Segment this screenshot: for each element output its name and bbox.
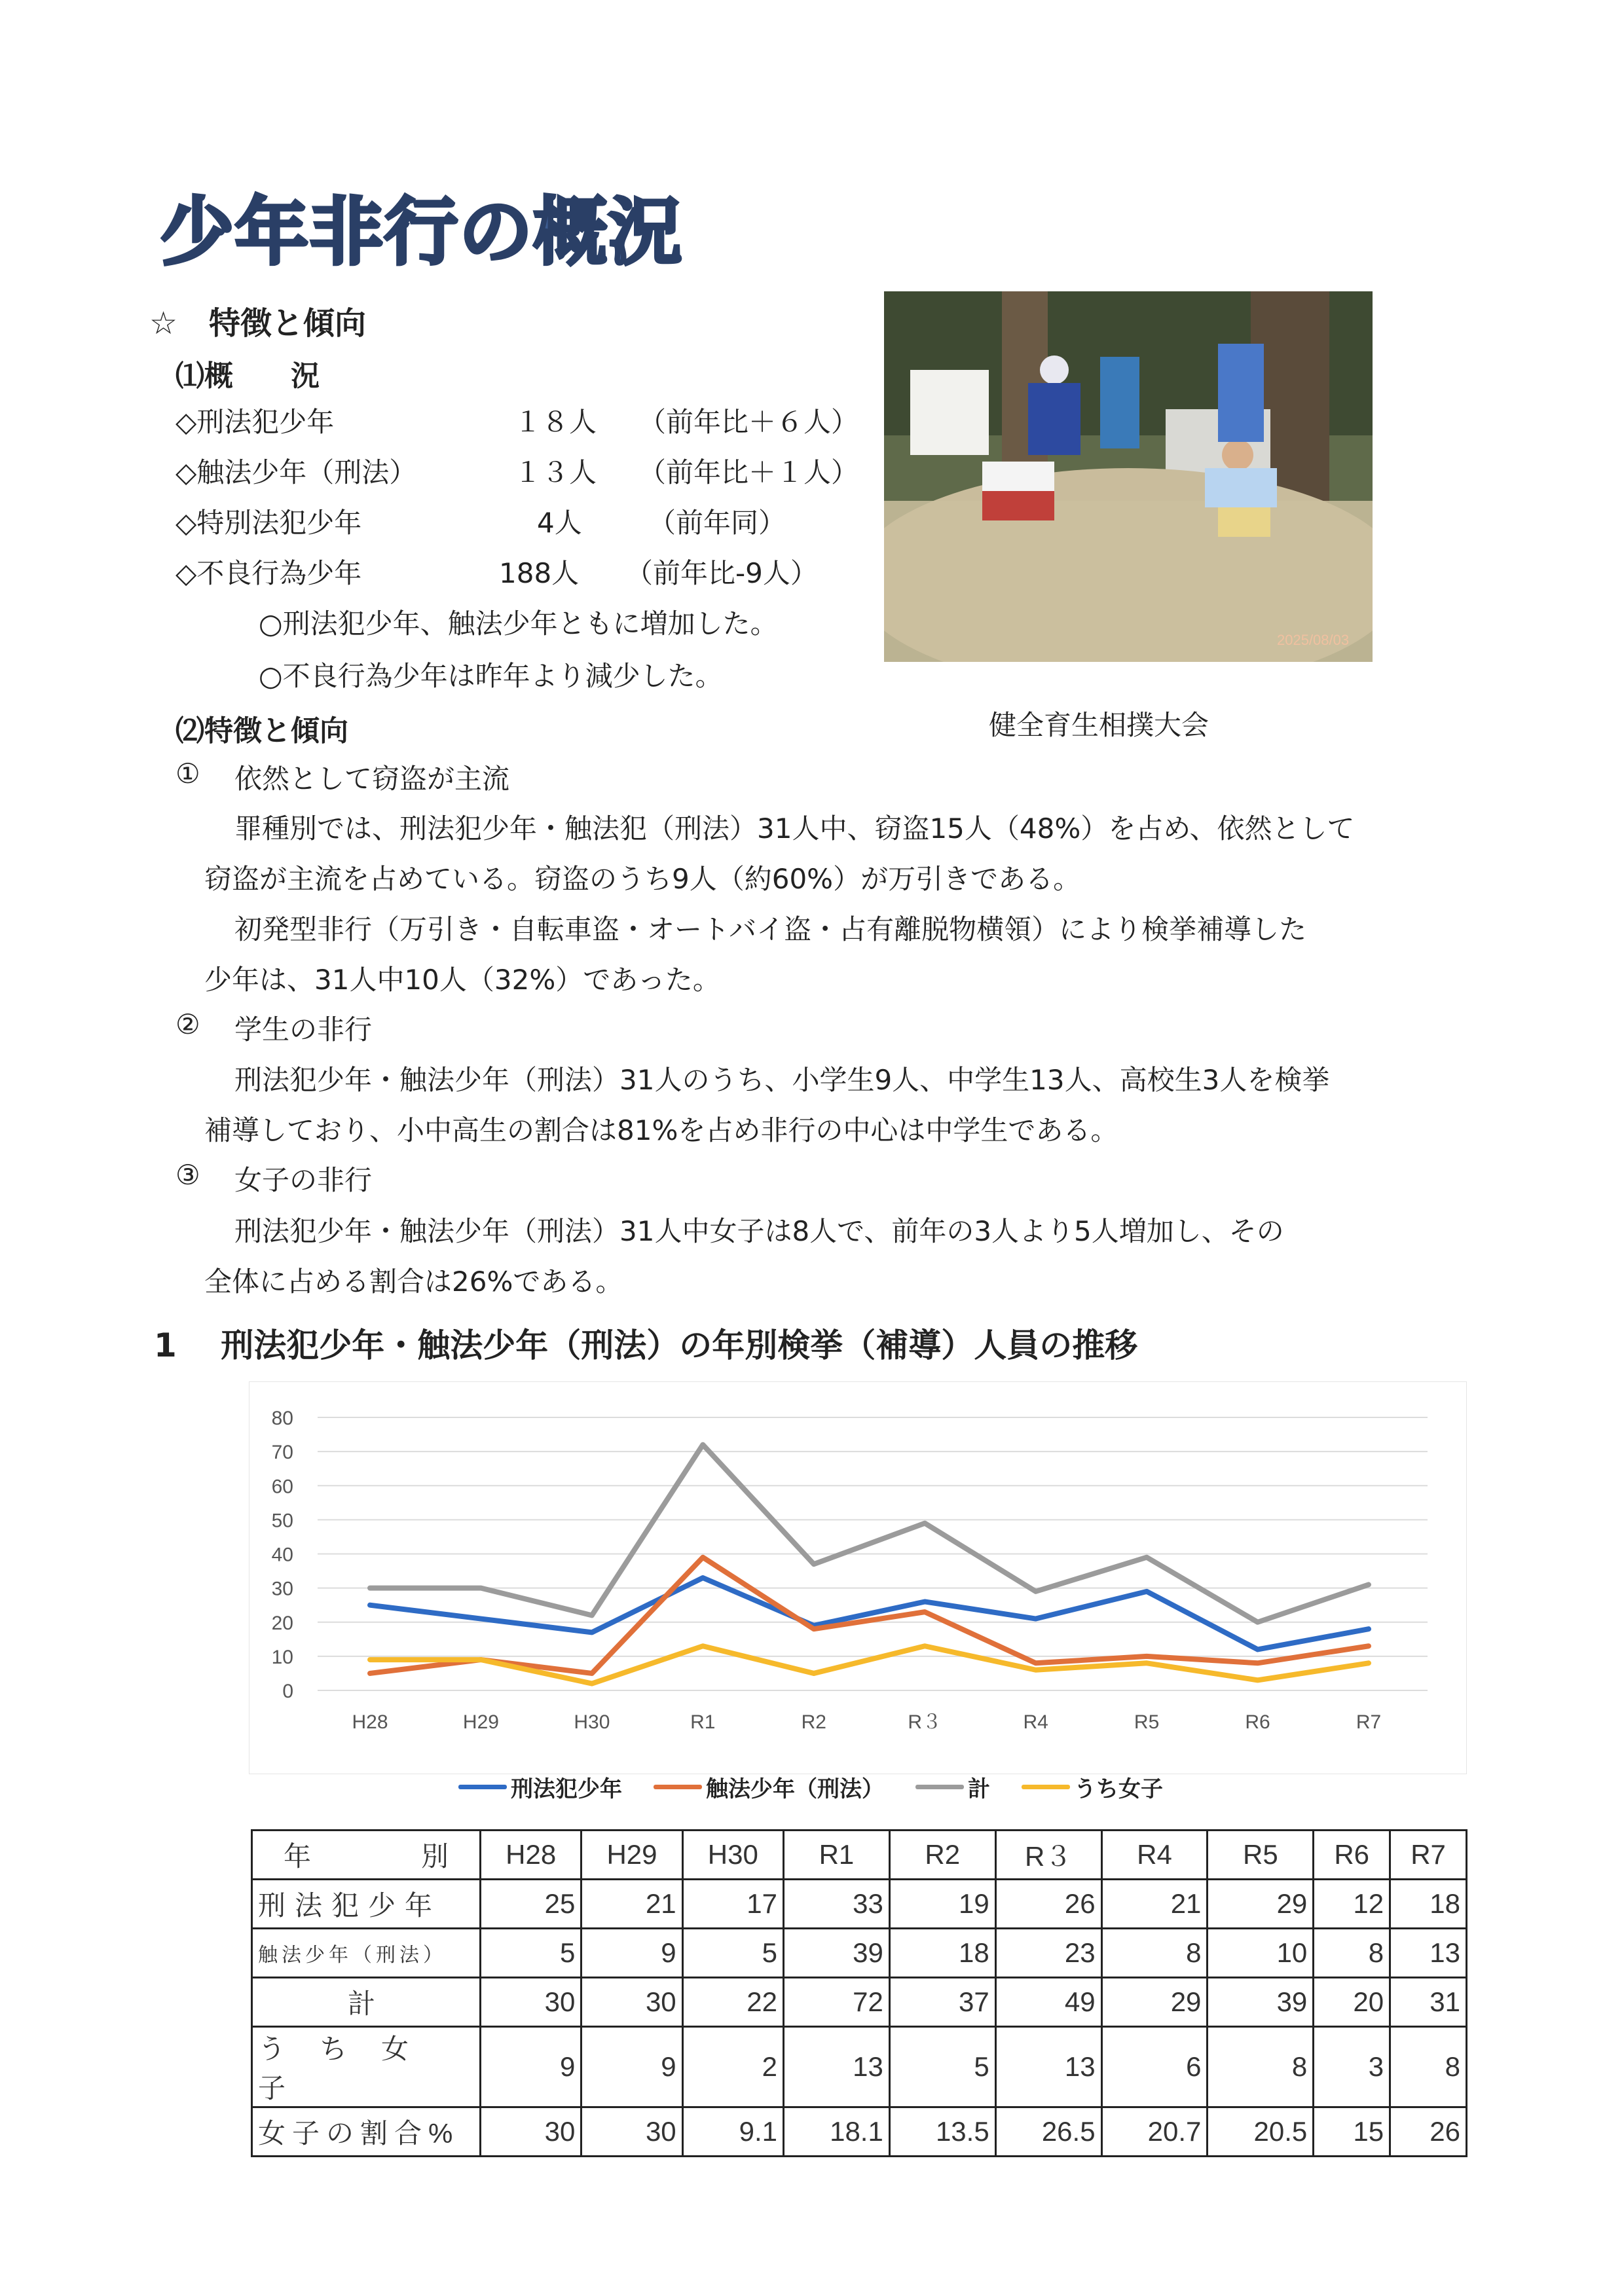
- legend-item: [1022, 1771, 1163, 1803]
- overview-note: ○不良行為少年は昨年より減少した。: [259, 660, 723, 692]
- item-line: 窃盗が主流を占めている。窃盗のうち9人（約60%）が万引きである。: [204, 863, 1081, 895]
- x-tick-label: R1: [690, 1711, 716, 1733]
- item-number: ①: [175, 757, 200, 790]
- table-cell: 20.5: [1208, 2107, 1314, 2157]
- table-cell: 72: [783, 1978, 889, 2027]
- row-label: 刑法犯少年: [252, 1880, 481, 1929]
- table-header-year: R6: [1314, 1831, 1390, 1880]
- row-label: うち女子: [252, 2027, 481, 2107]
- legend-swatch: [1022, 1785, 1070, 1789]
- x-tick-label: R３: [908, 1711, 942, 1733]
- table-cell: 29: [1101, 1978, 1208, 2027]
- x-tick-label: R2: [801, 1711, 826, 1733]
- table-header-year: R３: [995, 1831, 1101, 1880]
- item-line: 補導しており、小中高生の割合は81%を占め非行の中心は中学生である。: [204, 1114, 1118, 1146]
- chart-legend: [458, 1771, 1163, 1803]
- table-cell: 5: [889, 2027, 995, 2107]
- table-header-year: R2: [889, 1831, 995, 1880]
- table-cell: 8: [1208, 2027, 1314, 2107]
- line-chart: [249, 1381, 1467, 1774]
- table-cell: 39: [783, 1929, 889, 1978]
- photo-date-stamp: 2025/08/03: [1277, 632, 1350, 648]
- table-cell: 30: [481, 2107, 581, 2157]
- table-cell: 23: [995, 1929, 1101, 1978]
- overview-heading: ⑴概 況: [175, 359, 320, 393]
- stat-label: ◇特別法犯少年: [175, 507, 362, 539]
- table-cell: 9: [581, 1929, 682, 1978]
- data-table: [251, 1829, 1467, 2157]
- item-line: 初発型非行（万引き・自転車盗・オートバイ盗・占有離脱物横領）により検挙補導した: [234, 913, 1307, 945]
- item-number: ②: [175, 1008, 200, 1040]
- table-row: [252, 2027, 1467, 2107]
- item-line: 罪種別では、刑法犯少年・触法犯（刑法）31人中、窃盗15人（48%）を占め、依然として: [234, 812, 1355, 845]
- y-tick-label: 70: [271, 1442, 293, 1464]
- item-heading: 女子の非行: [234, 1164, 373, 1196]
- table-cell: 39: [1208, 1978, 1314, 2027]
- y-tick-label: 40: [271, 1544, 293, 1566]
- stat-change: （前年比-9人）: [625, 557, 818, 589]
- table-cell: 9.1: [682, 2107, 783, 2157]
- table-header-year: H30: [682, 1831, 783, 1880]
- y-tick-label: 30: [271, 1578, 293, 1600]
- x-tick-label: H30: [574, 1711, 610, 1733]
- table-cell: 19: [889, 1880, 995, 1929]
- stat-count: 188人: [499, 557, 580, 589]
- item-line: 少年は、31人中10人（32%）であった。: [204, 964, 720, 996]
- table-cell: 5: [682, 1929, 783, 1978]
- table-cell: 6: [1101, 2027, 1208, 2107]
- y-axis-labels: [272, 1408, 293, 1702]
- table-header-year: R5: [1208, 1831, 1314, 1880]
- row-label: 女子の割合%: [252, 2107, 481, 2157]
- table-cell: 13.5: [889, 2107, 995, 2157]
- table-header-year: H28: [481, 1831, 581, 1880]
- x-tick-label: H29: [462, 1711, 499, 1733]
- chart-section-heading: 1 刑法犯少年・触法少年（刑法）の年別検挙（補導）人員の推移: [154, 1326, 1138, 1364]
- stat-count: １３人: [514, 456, 597, 488]
- stat-label: ◇刑法犯少年: [175, 406, 335, 438]
- legend-swatch: [458, 1785, 507, 1789]
- table-cell: 29: [1208, 1880, 1314, 1929]
- item-line: 刑法犯少年・触法少年（刑法）31人のうち、小学生9人、中学生13人、高校生3人を検挙: [234, 1064, 1330, 1096]
- table-cell: 8: [1390, 2027, 1467, 2107]
- table-cell: 25: [481, 1880, 581, 1929]
- y-tick-label: 80: [271, 1408, 293, 1429]
- table-cell: 20.7: [1101, 2107, 1208, 2157]
- y-tick-label: 60: [271, 1476, 293, 1498]
- overview-note: ○刑法犯少年、触法少年ともに増加した。: [259, 608, 778, 640]
- table-cell: 49: [995, 1978, 1101, 2027]
- table-cell: 18: [1390, 1880, 1467, 1929]
- table-cell: 13: [1390, 1929, 1467, 1978]
- table-cell: 8: [1314, 1929, 1390, 1978]
- stat-count: １８人: [514, 406, 597, 438]
- item-heading: 学生の非行: [234, 1013, 373, 1046]
- item-heading: 依然として窃盗が主流: [234, 763, 510, 795]
- table-header-year: H29: [581, 1831, 682, 1880]
- legend-item: [654, 1771, 884, 1803]
- event-photo: [884, 291, 1373, 662]
- table-cell: 13: [783, 2027, 889, 2107]
- table-cell: 31: [1390, 1978, 1467, 2027]
- table-row: [252, 2107, 1467, 2157]
- table-cell: 17: [682, 1880, 783, 1929]
- table-row: [252, 1978, 1467, 2027]
- stat-label: ◇不良行為少年: [175, 557, 362, 589]
- table-cell: 3: [1314, 2027, 1390, 2107]
- table-cell: 21: [1101, 1880, 1208, 1929]
- table-cell: 26: [995, 1880, 1101, 1929]
- legend-label: うち女子: [1074, 1776, 1163, 1802]
- row-label: 計: [252, 1978, 481, 2027]
- trends-heading: ⑵特徴と傾向: [175, 714, 348, 748]
- table-cell: 33: [783, 1880, 889, 1929]
- table-cell: 9: [481, 2027, 581, 2107]
- table-cell: 8: [1101, 1929, 1208, 1978]
- table-cell: 30: [481, 1978, 581, 2027]
- photo-caption: 健全育生相撲大会: [989, 709, 1209, 741]
- x-tick-label: R6: [1245, 1711, 1270, 1733]
- y-tick-label: 10: [271, 1646, 293, 1668]
- table-row: [252, 1880, 1467, 1929]
- table-cell: 5: [481, 1929, 581, 1978]
- table-cell: 15: [1314, 2107, 1390, 2157]
- x-tick-label: R7: [1356, 1711, 1382, 1733]
- table-header-year: R4: [1101, 1831, 1208, 1880]
- table-cell: 18: [889, 1929, 995, 1978]
- x-tick-label: H28: [352, 1711, 388, 1733]
- table-cell: 30: [581, 2107, 682, 2157]
- stat-change: （前年比＋１人）: [638, 456, 859, 488]
- x-tick-label: R4: [1023, 1711, 1048, 1733]
- table-cell: 21: [581, 1880, 682, 1929]
- row-label: 触法少年（刑法）: [252, 1929, 481, 1978]
- stat-count: 4人: [537, 507, 582, 539]
- legend-label: 計: [968, 1776, 990, 1802]
- legend-swatch: [654, 1785, 702, 1789]
- table-cell: 18.1: [783, 2107, 889, 2157]
- stat-label: ◇触法少年（刑法）: [175, 456, 417, 488]
- y-tick-label: 0: [282, 1681, 293, 1702]
- table-cell: 22: [682, 1978, 783, 2027]
- table-cell: 12: [1314, 1880, 1390, 1929]
- table-cell: 20: [1314, 1978, 1390, 2027]
- table-row: [252, 1929, 1467, 1978]
- table-cell: 13: [995, 2027, 1101, 2107]
- stat-change: （前年同）: [648, 507, 786, 539]
- table-cell: 2: [682, 2027, 783, 2107]
- sumo-event-image: [884, 291, 1373, 662]
- legend-item: [458, 1771, 622, 1803]
- y-tick-label: 20: [271, 1612, 293, 1634]
- table-header-row: [252, 1831, 1467, 1880]
- table-cell: 10: [1208, 1929, 1314, 1978]
- page-title: 少年非行の概況: [160, 190, 683, 275]
- stat-change: （前年比＋６人）: [638, 406, 859, 438]
- item-number: ③: [175, 1159, 200, 1191]
- table-header-year: R1: [783, 1831, 889, 1880]
- x-tick-label: R5: [1134, 1711, 1160, 1733]
- legend-swatch: [915, 1785, 964, 1789]
- legend-label: 刑法犯少年: [511, 1776, 622, 1802]
- table-cell: 26.5: [995, 2107, 1101, 2157]
- table-cell: 9: [581, 2027, 682, 2107]
- item-line: 全体に占める割合は26%である。: [204, 1266, 623, 1298]
- table-header-label: 年 別: [252, 1831, 481, 1880]
- table-cell: 37: [889, 1978, 995, 2027]
- legend-label: 触法少年（刑法）: [706, 1776, 884, 1802]
- y-tick-label: 50: [271, 1510, 293, 1532]
- item-line: 刑法犯少年・触法少年（刑法）31人中女子は8人で、前年の3人より5人増加し、その: [234, 1215, 1284, 1247]
- features-heading: ☆ 特徴と傾向: [149, 305, 367, 342]
- table-header-year: R7: [1390, 1831, 1467, 1880]
- table-cell: 30: [581, 1978, 682, 2027]
- legend-item: [915, 1771, 990, 1803]
- table-cell: 26: [1390, 2107, 1467, 2157]
